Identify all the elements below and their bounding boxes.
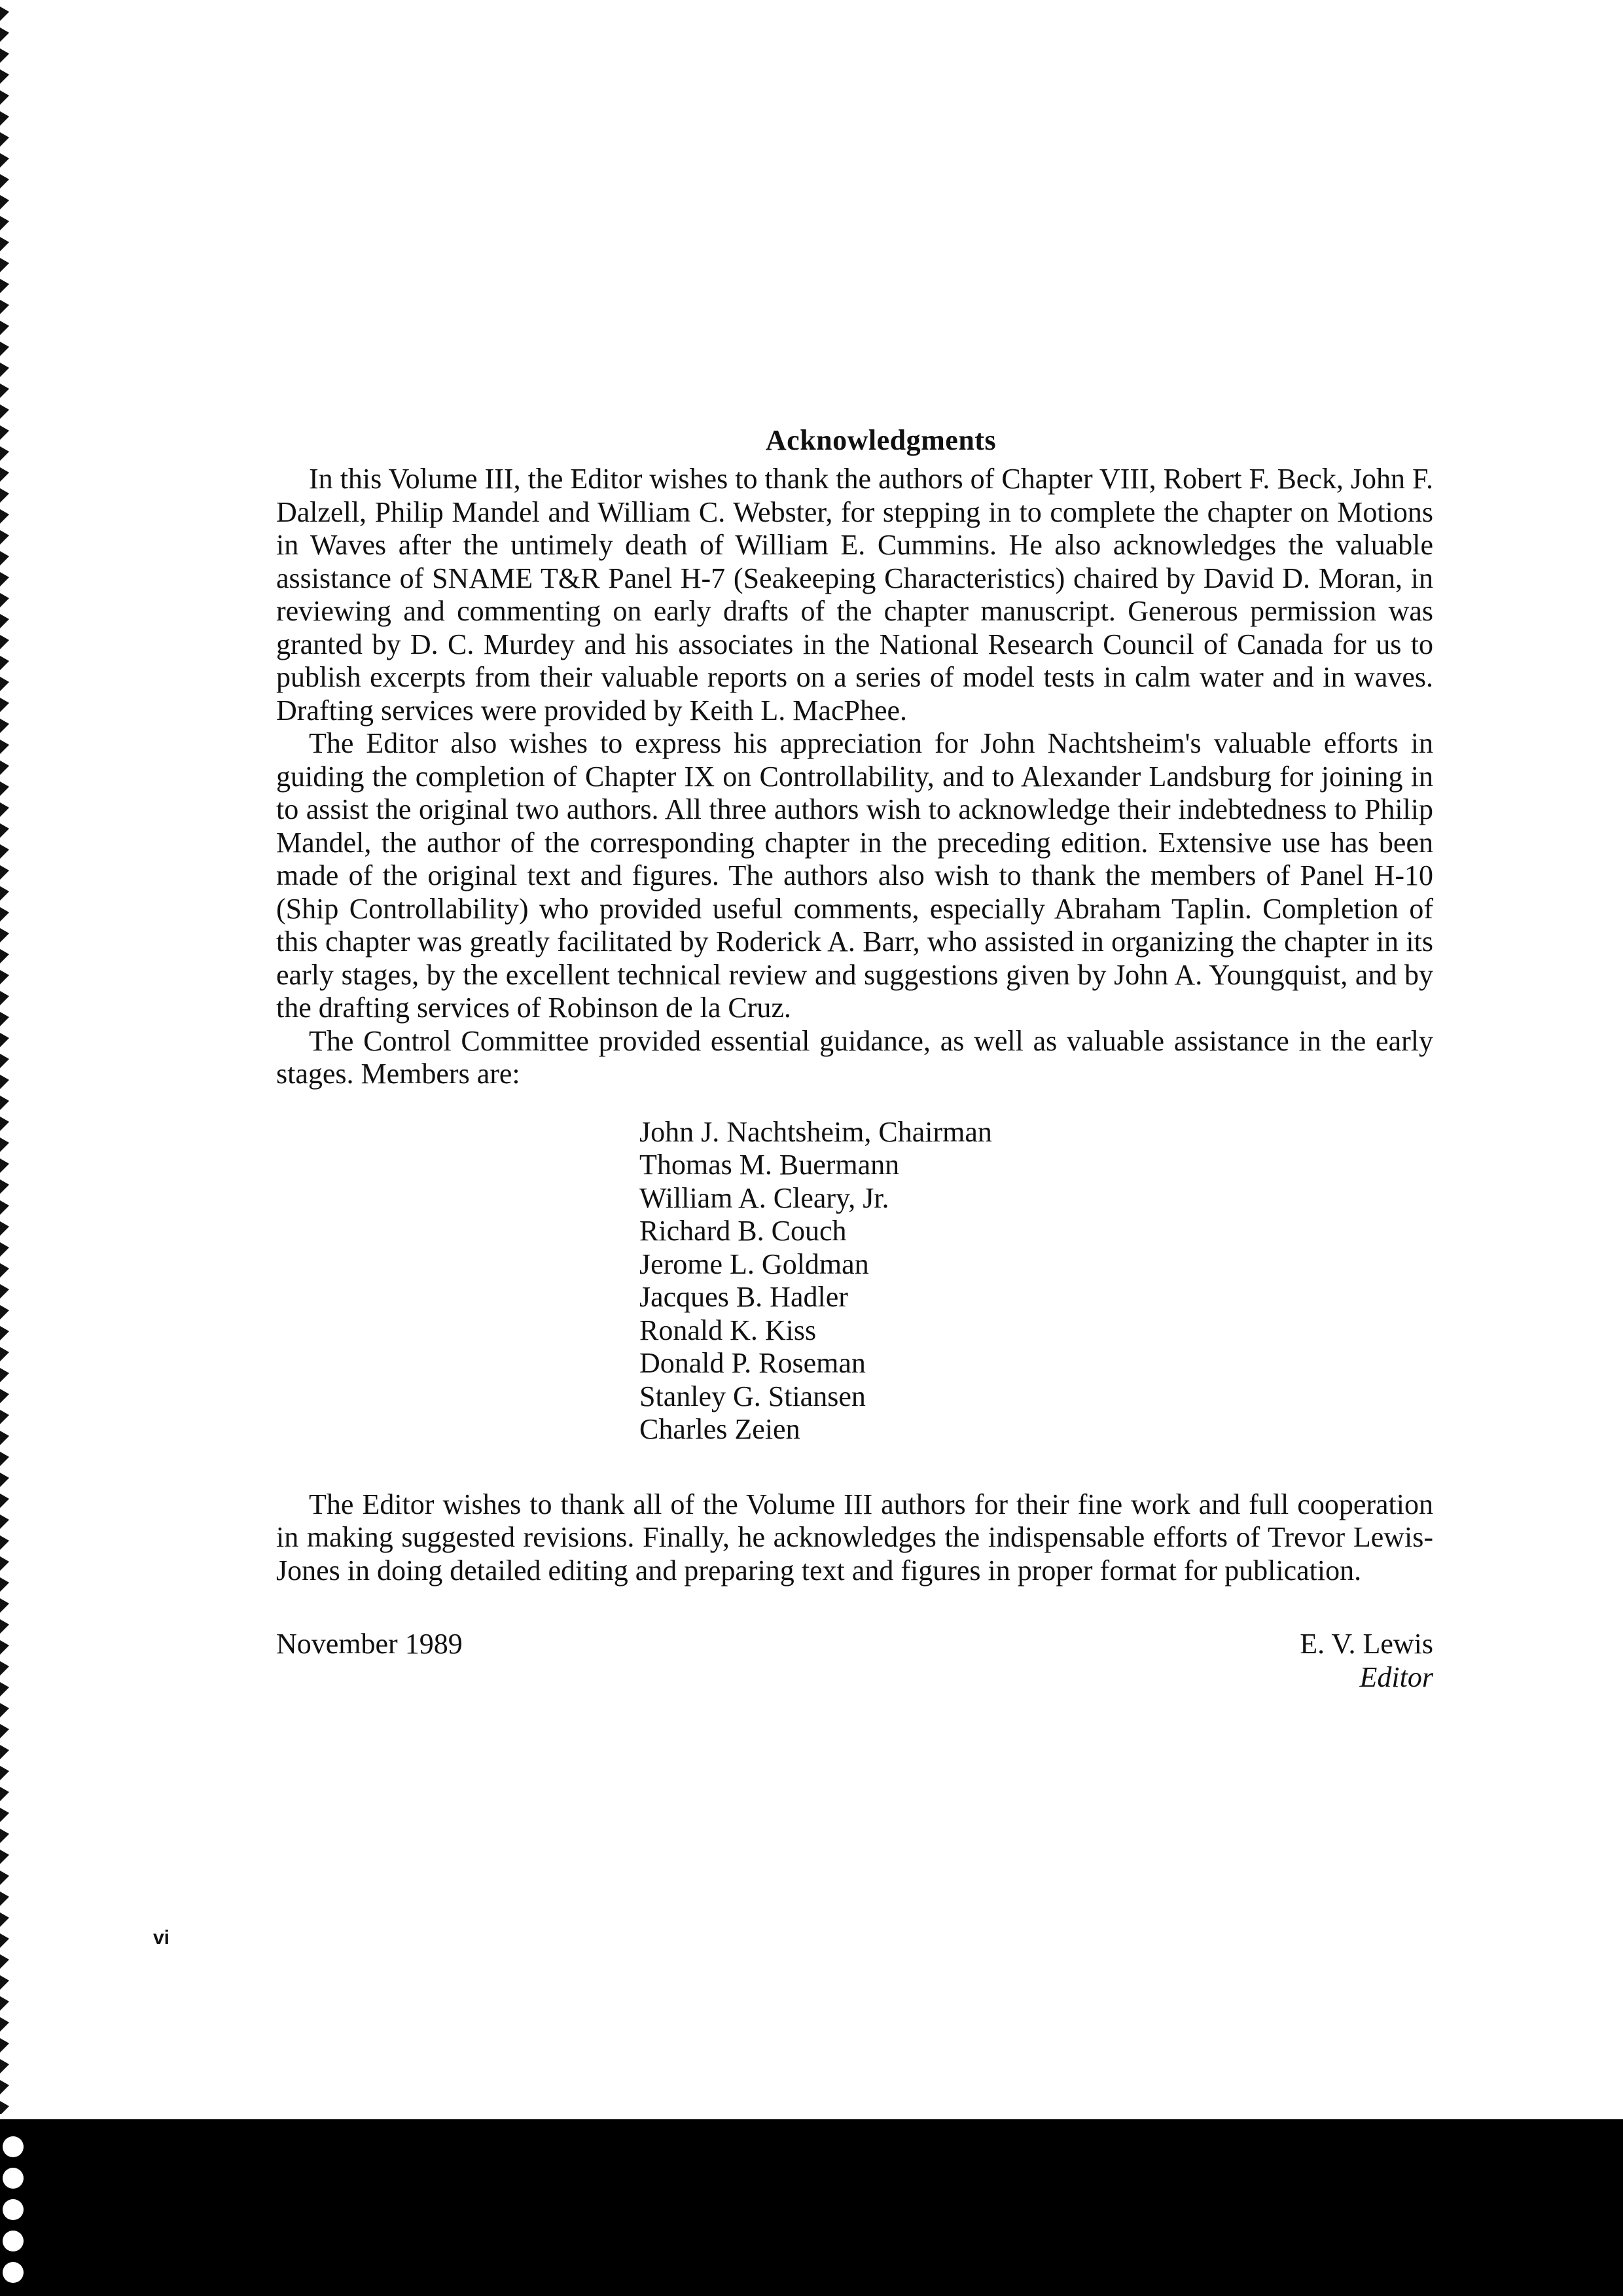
committee-member: Jacques B. Hadler: [639, 1281, 848, 1313]
committee-member: William A. Cleary, Jr.: [639, 1181, 889, 1214]
signature-name: E. V. Lewis: [1300, 1628, 1433, 1660]
committee-member: Jerome L. Goldman: [639, 1247, 869, 1280]
committee-member: Thomas M. Buermann: [639, 1149, 900, 1181]
paragraph-chapter-viii: In this Volume III, the Editor wishes to thank the authors of Chapter VIII, Robert F. Beck, John F. Dalzell, Philip Mandel and William C. Webster, for stepping in to complete the chapter on Motions in Waves after the untimely death of William E. Cummins. He also acknowledges the valuable assistance of SNAME T&R Panel H-7 (Seakeeping Characteristics) chaired by David D. Moran, in reviewing and commenting on early drafts of the chapter manuscript. Generous permission was granted by D. C. Murdey and his associates in the National Research Council of Canada for us to publish excerpts from their valuable reports on a series of model tests in calm water and in waves. Drafting services were provided by Keith L. MacPhee.: [276, 463, 1433, 726]
committee-member: Charles Zeien: [639, 1413, 800, 1445]
page-number: vi: [153, 1927, 170, 1948]
closing-paragraph: The Editor wishes to thank all of the Volume III authors for their fine work and full cooperation in making suggested revisions. Finally, he acknowledges the indispensable efforts of Trevor Lewis-Jones in doing detailed editing and preparing text and figures in proper format for publication.: [276, 1488, 1433, 1587]
paragraph-control-committee: The Control Committee provided essential guidance, as well as valuable assistance in the early stages. Members are:: [276, 1024, 1433, 1090]
date-line: November 1989: [276, 1628, 463, 1660]
paragraph-chapter-ix: The Editor also wishes to express his appreciation for John Nachtsheim's valuable efforts in guiding the completion of Chapter IX on Controllability, and to Alexander Landsburg for joining in to assist the original two authors. All three authors wish to acknowledge their indebtedness to Philip Mandel, the author of the corresponding chapter in the preceding edition. Extensive use has been made of the original text and figures. The authors also wish to thank the members of Panel H-10 (Ship Controllability) who provided useful comments, especially Abraham Taplin. Completion of this chapter was greatly facilitated by Roderick A. Barr, who assisted in organizing the chapter in its early stages, by the excellent technical review and suggestions given by John A. Youngquist, and by the drafting services of Robinson de la Cruz.: [276, 727, 1433, 1024]
committee-member: John J. Nachtsheim, Chairman: [639, 1115, 992, 1148]
committee-member: Stanley G. Stiansen: [639, 1380, 866, 1412]
page-heading: Acknowledgments: [765, 424, 997, 456]
committee-members-list: [639, 1116, 1433, 1446]
committee-member: Richard B. Couch: [639, 1215, 847, 1247]
committee-member: Donald P. Roseman: [639, 1347, 866, 1379]
acknowledgments-page-body: [276, 422, 1433, 1700]
punch-holes: [0, 2135, 37, 2296]
signoff: [276, 1628, 1433, 1700]
committee-member: Ronald K. Kiss: [639, 1314, 817, 1346]
signature-block: [1300, 1628, 1433, 1694]
binding-edge-marks: [0, 0, 20, 2114]
scan-black-bar: [0, 2119, 1623, 2296]
signature-title: Editor: [1359, 1660, 1433, 1693]
